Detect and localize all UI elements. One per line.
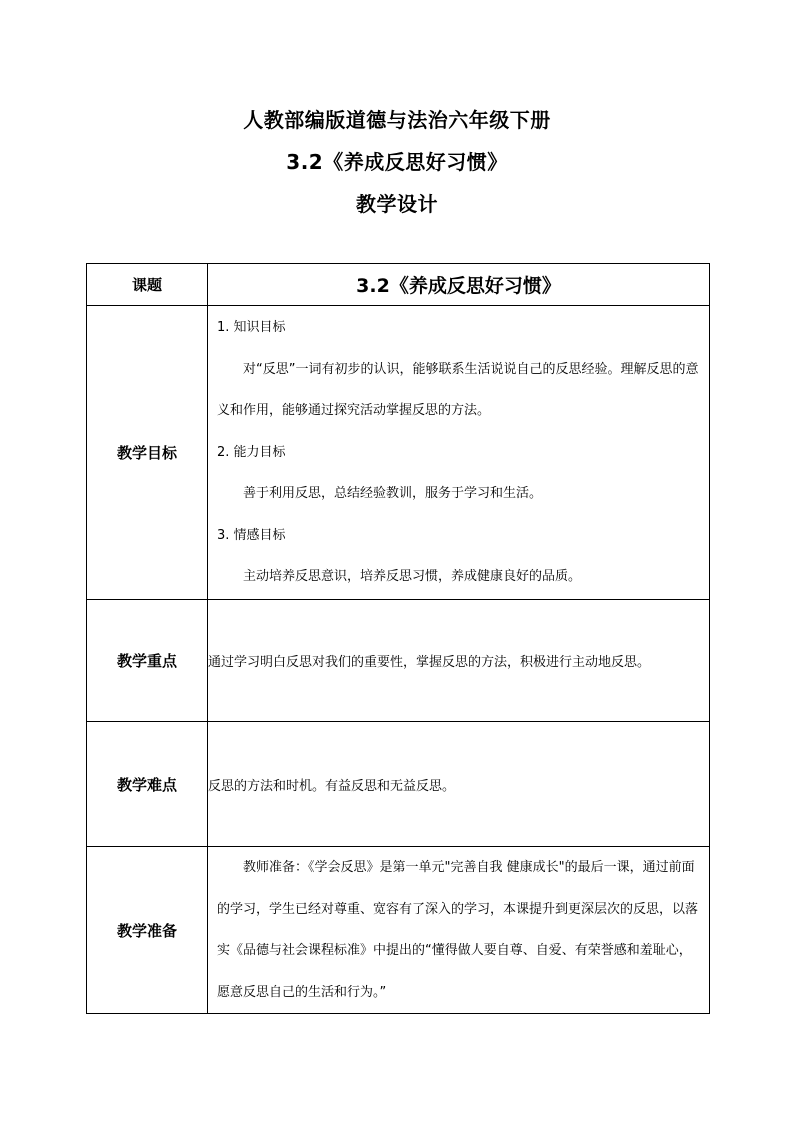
preparation-label: 教学准备 bbox=[87, 847, 208, 1014]
topic-value: 3.2《养成反思好习惯》 bbox=[208, 264, 710, 306]
objective-text-emotion: 主动培养反思意识，培养反思习惯，养成健康良好的品质。 bbox=[243, 569, 582, 585]
difficulties-text: 反思的方法和时机。有益反思和无益反思。 bbox=[208, 722, 710, 847]
document-subtitle: 教学设计 bbox=[356, 192, 438, 216]
objective-heading-ability: 2. 能力目标 bbox=[217, 444, 286, 460]
key-points-text: 通过学习明白反思对我们的重要性，掌握反思的方法，积极进行主动地反思。 bbox=[208, 600, 710, 722]
difficulties-label: 教学难点 bbox=[87, 722, 208, 847]
objective-text-ability: 善于利用反思，总结经验教训，服务于学习和生活。 bbox=[243, 486, 543, 502]
preparation-text: 教师准备：《学会反思》是第一单元"完善自我 健康成长"的最后一课，通过前面的学习，学生已经对尊重、宽容有了深入的学习，本课提升到更深层次的反思，以落实《品德与社会课程标准》中提出的“懂得做人要自尊、自爱、有荣誉感和羞耻心，愿意反思自己的生活和行为。” bbox=[217, 860, 699, 1000]
topic-label: 课题 bbox=[87, 264, 208, 306]
objective-heading-knowledge: 1. 知识目标 bbox=[217, 320, 286, 336]
objectives-label: 教学目标 bbox=[87, 306, 208, 600]
objective-text-knowledge: 对“反思”一词有初步的认识，能够联系生活说说自己的反思经验。理解反思的意义和作用，能够通过探究活动掌握反思的方法。 bbox=[217, 361, 699, 419]
lesson-title: 3.2《养成反思好习惯》 bbox=[286, 150, 508, 174]
objective-heading-emotion: 3. 情感目标 bbox=[217, 527, 286, 543]
key-points-row bbox=[87, 600, 710, 722]
preparation-cell bbox=[208, 847, 710, 1014]
preparation-row bbox=[87, 847, 710, 1014]
difficulties-row bbox=[87, 722, 710, 847]
objectives-cell bbox=[208, 306, 710, 600]
objectives-row bbox=[87, 306, 710, 600]
lesson-plan-table bbox=[86, 263, 710, 1014]
topic-row bbox=[87, 264, 710, 306]
document-title: 人教部编版道德与法治六年级下册 bbox=[243, 108, 551, 132]
key-points-label: 教学重点 bbox=[87, 600, 208, 722]
